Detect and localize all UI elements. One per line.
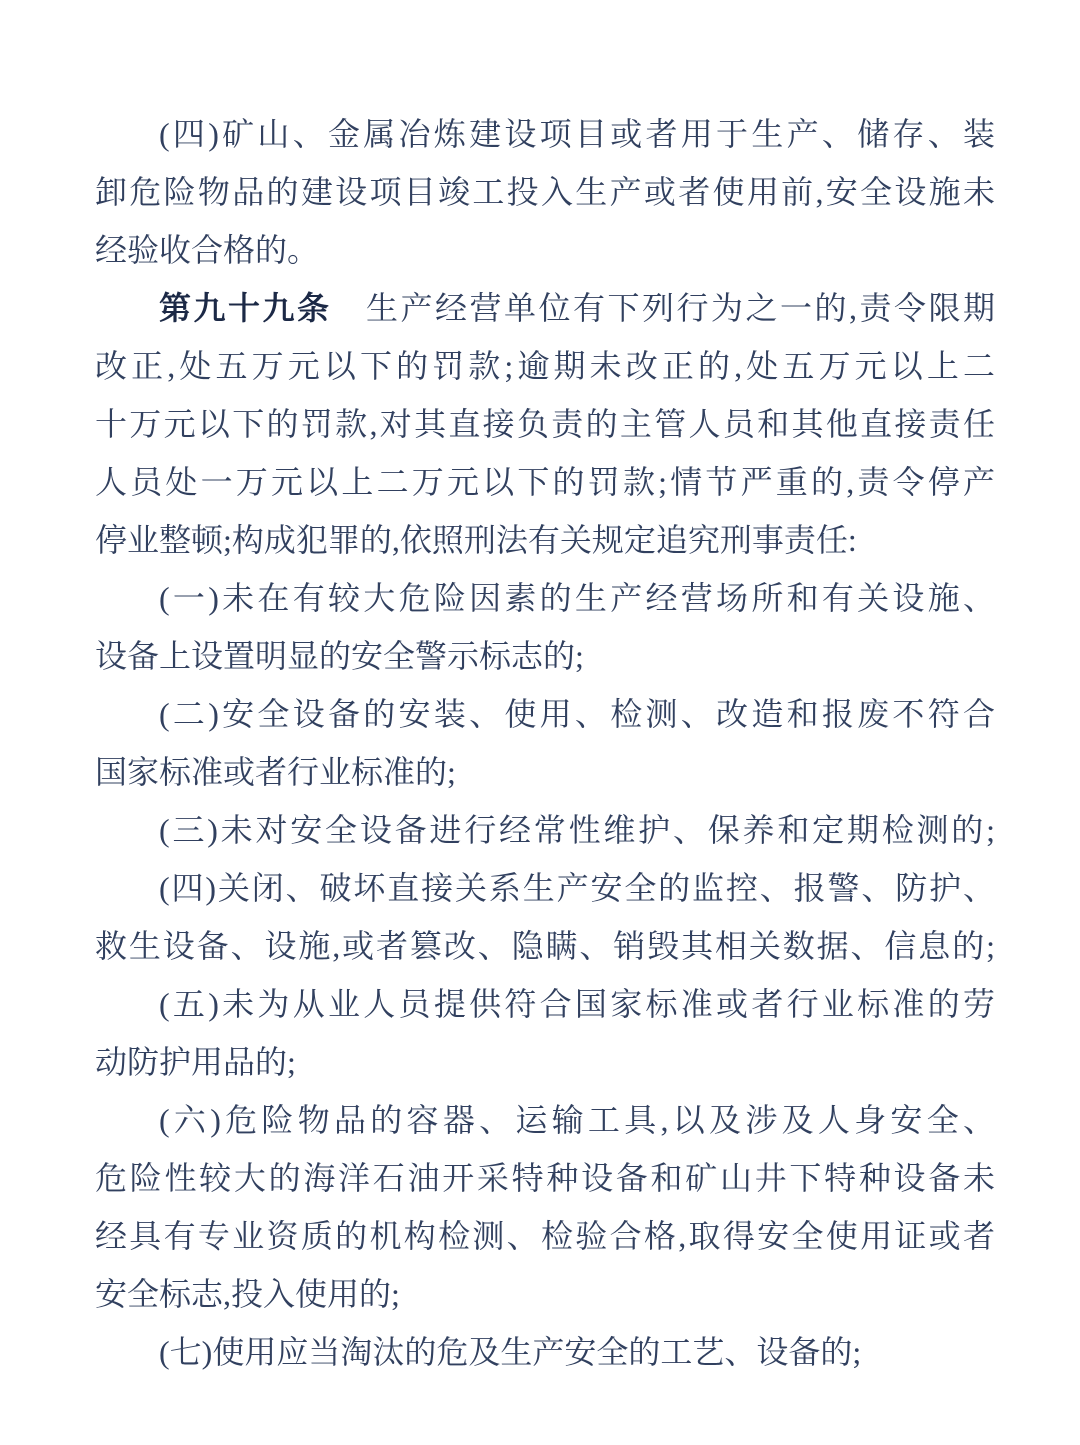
text-line: 人员处一万元以上二万元以下的罚款;情节严重的,责令停产 — [95, 464, 995, 500]
text-line: 经具有专业资质的机构检测、检验合格,取得安全使用证或者 — [95, 1218, 995, 1254]
text-line: (五)未为从业人员提供符合国家标准或者行业标准的劳 — [159, 986, 995, 1022]
text-line: 十万元以下的罚款,对其直接负责的主管人员和其他直接责任 — [95, 406, 995, 442]
text-line: 停业整顿;构成犯罪的,依照刑法有关规定追究刑事责任: — [95, 522, 857, 558]
text-line: (四)关闭、破坏直接关系生产安全的监控、报警、防护、 — [159, 870, 995, 906]
text-line: 国家标准或者行业标准的; — [95, 754, 456, 790]
article-number: 第九十九条 — [159, 290, 332, 326]
text-line: (七)使用应当淘汰的危及生产安全的工艺、设备的; — [159, 1334, 862, 1370]
text-line: 救生设备、设施,或者篡改、隐瞒、销毁其相关数据、信息的; — [95, 928, 995, 964]
text-line: 危险性较大的海洋石油开采特种设备和矿山井下特种设备未 — [95, 1160, 995, 1196]
text-line: 改正,处五万元以下的罚款;逾期未改正的,处五万元以上二 — [95, 348, 995, 384]
article-lead-text: 生产经营单位有下列行为之一的,责令限期 — [331, 290, 995, 326]
text-line: 经验收合格的。 — [95, 232, 320, 268]
text-line: 安全标志,投入使用的; — [95, 1276, 400, 1312]
text-line: (四)矿山、金属冶炼建设项目或者用于生产、储存、装 — [159, 116, 995, 152]
text-line: 动防护用品的; — [95, 1044, 296, 1080]
text-line: (三)未对安全设备进行经常性维护、保养和定期检测的; — [159, 812, 995, 848]
text-line: 设备上设置明显的安全警示标志的; — [95, 638, 584, 674]
article-heading-line — [95, 279, 995, 337]
text-line: 卸危险物品的建设项目竣工投入生产或者使用前,安全设施未 — [95, 174, 995, 210]
text-line: (二)安全设备的安装、使用、检测、改造和报废不符合 — [159, 696, 995, 732]
text-line: (一)未在有较大危险因素的生产经营场所和有关设施、 — [159, 580, 995, 616]
text-line: (六)危险物品的容器、运输工具,以及涉及人身安全、 — [159, 1102, 995, 1138]
